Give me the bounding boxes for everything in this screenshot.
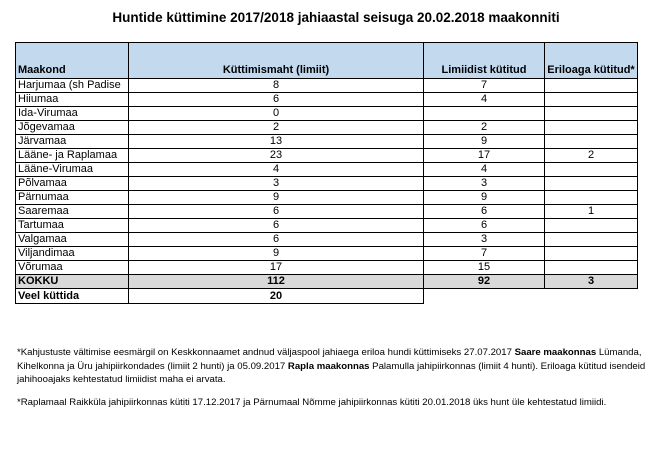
header-special: Eriloaga kütitud*	[545, 43, 638, 79]
cell-special	[545, 163, 638, 177]
total-special: 3	[545, 275, 638, 289]
cell-special	[545, 121, 638, 135]
cell-county: Pärnumaa	[16, 191, 129, 205]
footnote-bold-text: Rapla maakonnas	[287, 360, 370, 372]
cell-limit: 6	[129, 205, 424, 219]
cell-limit: 2	[129, 121, 424, 135]
cell-county: Ida-Virumaa	[16, 107, 129, 121]
header-hunted: Limiidist kütitud	[424, 43, 545, 79]
table-row	[16, 149, 638, 163]
footnote-bold-text: Saare maakonnas	[514, 347, 597, 358]
table-row	[16, 135, 638, 149]
cell-limit: 6	[129, 233, 424, 247]
cell-limit: 3	[129, 177, 424, 191]
cell-hunted: 2	[424, 121, 545, 135]
total-label: KOKKU	[16, 275, 129, 289]
empty-cell	[545, 289, 638, 304]
table-row	[16, 261, 638, 275]
cell-hunted: 7	[424, 247, 545, 261]
table-row	[16, 79, 638, 93]
cell-special	[545, 79, 638, 93]
cell-county: Lääne-Virumaa	[16, 163, 129, 177]
table-row	[16, 191, 638, 205]
cell-county: Järvamaa	[16, 135, 129, 149]
cell-special: 1	[545, 205, 638, 219]
table-row	[16, 247, 638, 261]
footnotes	[17, 346, 657, 418]
cell-special	[545, 233, 638, 247]
footnote-over-limit: *Raplamaal Raikküla jahipiirkonnas kütiti 17.12.2017 ja Pärnumaal Nõmme jahipiirkonnas kütiti 20.01.2018 üks hunt üle kehtestatud limiidi.	[17, 396, 607, 408]
cell-hunted: 17	[424, 149, 545, 163]
cell-limit: 13	[129, 135, 424, 149]
cell-hunted: 9	[424, 135, 545, 149]
cell-county: Harjumaa (sh Padise	[16, 79, 129, 93]
cell-special	[545, 191, 638, 205]
remaining-row	[16, 289, 638, 304]
table-row	[16, 233, 638, 247]
table-row	[16, 121, 638, 135]
cell-county: Hiiumaa	[16, 93, 129, 107]
cell-county: Võrumaa	[16, 261, 129, 275]
header-county: Maakond	[16, 43, 129, 79]
header-limit: Küttimismaht (limiit)	[129, 43, 424, 79]
footnote-text: Lümanda, Kihelkonna ja Üru jahipiirkondades (limiit 2 hunti) ja 05.09.2017	[17, 347, 642, 372]
cell-county: Valgamaa	[16, 233, 129, 247]
table-header-row	[16, 43, 638, 79]
table-row	[16, 107, 638, 121]
cell-hunted: 3	[424, 233, 545, 247]
cell-limit: 9	[129, 191, 424, 205]
cell-special	[545, 177, 638, 191]
total-row	[16, 275, 638, 289]
cell-special	[545, 247, 638, 261]
cell-limit: 17	[129, 261, 424, 275]
cell-special: 2	[545, 149, 638, 163]
cell-special	[545, 219, 638, 233]
table-row	[16, 219, 638, 233]
table-row	[16, 205, 638, 219]
footnote-text: *Kahjustuste vältimise eesmärgil on Keskkonnaamet andnud väljaspool jahiaega eriloa hundi küttimiseks 27.07.2017	[17, 347, 515, 358]
cell-hunted: 3	[424, 177, 545, 191]
cell-county: Põlvamaa	[16, 177, 129, 191]
cell-limit: 0	[129, 107, 424, 121]
cell-special	[545, 261, 638, 275]
cell-limit: 4	[129, 163, 424, 177]
footnote-special-permits	[17, 346, 657, 387]
cell-county: Viljandimaa	[16, 247, 129, 261]
cell-limit: 6	[129, 93, 424, 107]
table-row	[16, 93, 638, 107]
cell-hunted: 7	[424, 79, 545, 93]
cell-hunted: 6	[424, 219, 545, 233]
cell-county: Saaremaa	[16, 205, 129, 219]
cell-limit: 8	[129, 79, 424, 93]
cell-county: Tartumaa	[16, 219, 129, 233]
total-hunted: 92	[424, 275, 545, 289]
cell-limit: 23	[129, 149, 424, 163]
cell-limit: 6	[129, 219, 424, 233]
cell-limit: 9	[129, 247, 424, 261]
remaining-value: 20	[129, 289, 424, 304]
remaining-label: Veel küttida	[16, 289, 129, 304]
cell-county: Lääne- ja Raplamaa	[16, 149, 129, 163]
table-row	[16, 163, 638, 177]
total-limit: 112	[129, 275, 424, 289]
cell-hunted: 9	[424, 191, 545, 205]
cell-hunted: 4	[424, 163, 545, 177]
table-row	[16, 177, 638, 191]
cell-hunted: 6	[424, 205, 545, 219]
footnote-text: Palamulla jahipiirkonnas (limiit 4 hunti). Eriloaga kütitud isendeid jahihooajaks kehtestatud limiidist maha ei arvata.	[17, 360, 646, 386]
cell-county: Jõgevamaa	[16, 121, 129, 135]
cell-hunted: 4	[424, 93, 545, 107]
cell-special	[545, 107, 638, 121]
cell-hunted: 15	[424, 261, 545, 275]
empty-cell	[424, 289, 545, 304]
wolf-hunting-table	[15, 42, 638, 304]
cell-special	[545, 93, 638, 107]
cell-hunted	[424, 107, 545, 121]
page-title: Huntide küttimine 2017/2018 jahiaastal seisuga 20.02.2018 maakonniti	[112, 10, 560, 25]
cell-special	[545, 135, 638, 149]
